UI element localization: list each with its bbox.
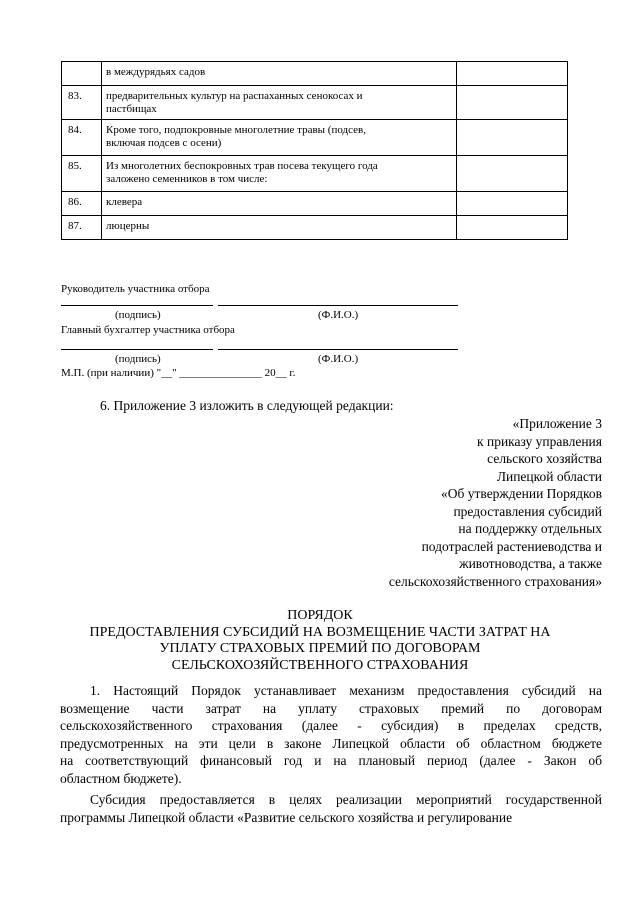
appendix-line: животноводства, а также [459, 556, 602, 571]
table-row [62, 86, 568, 120]
title-line: УПЛАТУ СТРАХОВЫХ ПРЕМИЙ ПО ДОГОВОРАМ [159, 641, 481, 656]
row-value [457, 62, 568, 86]
row-text-line: клевера [106, 196, 143, 208]
table-row [62, 120, 568, 156]
document-title [60, 608, 580, 674]
accountant-sign-caption: (подпись) [115, 353, 161, 365]
row-text [102, 120, 457, 156]
row-value [457, 192, 568, 216]
row-text-line: включая подсев с осени) [106, 137, 222, 149]
title-line: СЕЛЬСКОХОЗЯЙСТВЕННОГО СТРАХОВАНИЯ [171, 657, 469, 673]
row-number: 84. [62, 120, 102, 156]
row-text-line: заложено семенников в том числе: [106, 173, 268, 185]
row-value [457, 216, 568, 240]
row-text-line: Кроме того, подпокровные многолетние травы (подсев, [106, 124, 366, 136]
paragraph-line: на соответствующий финансовый год и на плановый период (далее - Закон об [60, 753, 602, 768]
row-number: 85. [62, 156, 102, 192]
paragraph-line: предусмотренных на эти цели в законе Липецкой области об областном бюджете [60, 735, 602, 751]
instruction-text: 6. Приложение 3 изложить в следующей редакции: [100, 398, 394, 413]
row-text [102, 216, 457, 240]
row-text [102, 86, 457, 120]
table-row [62, 156, 568, 192]
paragraph-line: областном бюджете). [60, 770, 182, 786]
row-value [457, 120, 568, 156]
row-text-line: Из многолетних беспокровных трав посева текущего года [106, 160, 378, 172]
paragraph-line: 1. Настоящий Порядок устанавливает механизм предоставления субсидий на [90, 683, 602, 698]
head-sign-caption: (подпись) [115, 309, 161, 321]
row-number [62, 62, 102, 86]
row-value [457, 156, 568, 192]
appendix-reference [389, 415, 602, 590]
paragraph-line: Субсидия предоставляется в целях реализации мероприятий государственной [90, 792, 602, 807]
paragraph-line: программы Липецкой области «Развитие сельского хозяйства и регулирование [60, 809, 513, 825]
paragraph-2 [60, 791, 602, 826]
accountant-label: Главный бухгалтер участника отбора [61, 324, 235, 336]
accountant-fio-caption: (Ф.И.О.) [318, 353, 359, 365]
appendix-line: сельскохозяйственного страхования» [388, 573, 602, 589]
appendix-line: к приказу управления [477, 433, 602, 449]
appendix-line: Липецкой области [496, 468, 602, 484]
head-fio-line [218, 305, 458, 306]
row-text-line: предварительных культур на распаханных сенокосах и [106, 90, 363, 102]
appendix-line: подотраслей растениеводства и [421, 538, 602, 554]
appendix-line: «Приложение 3 [512, 416, 602, 431]
row-text [102, 192, 457, 216]
appendix-line: «Об утверждении Порядков [441, 486, 602, 501]
appendix-line: на поддержку отдельных [458, 521, 602, 536]
row-text [102, 156, 457, 192]
paragraph-line: возмещение части затрат на уплату страховых премий по договорам [60, 700, 602, 716]
appendix-line: предоставления субсидий [453, 503, 602, 519]
paragraph-line: сельскохозяйственного страхования (далее - субсидия) в пределах средств, [60, 718, 602, 733]
table-row [62, 216, 568, 240]
row-number: 83. [62, 86, 102, 120]
head-label: Руководитель участника отбора [61, 283, 210, 295]
row-text-line: пастбищах [106, 103, 157, 115]
row-text-line: люцерны [106, 220, 150, 232]
head-signature-line [61, 305, 213, 306]
head-fio-caption: (Ф.И.О.) [318, 309, 359, 321]
stamp-line: М.П. (при наличии) "__" _______________ 20__ г. [61, 367, 296, 379]
row-text [102, 62, 457, 86]
paragraph-1 [60, 682, 602, 787]
table-row [62, 62, 568, 86]
row-number: 87. [62, 216, 102, 240]
table-row [62, 192, 568, 216]
accountant-fio-line [218, 349, 458, 350]
row-number: 86. [62, 192, 102, 216]
accountant-signature-line [61, 349, 213, 350]
crops-table [61, 61, 568, 240]
appendix-line: сельского хозяйства [487, 451, 602, 466]
title-line: ПРЕДОСТАВЛЕНИЯ СУБСИДИЙ НА ВОЗМЕЩЕНИЕ ЧАСТИ ЗАТРАТ НА [89, 624, 551, 640]
row-text-line: в междурядьях садов [106, 66, 206, 78]
title-line: ПОРЯДОК [287, 608, 353, 623]
row-value [457, 86, 568, 120]
